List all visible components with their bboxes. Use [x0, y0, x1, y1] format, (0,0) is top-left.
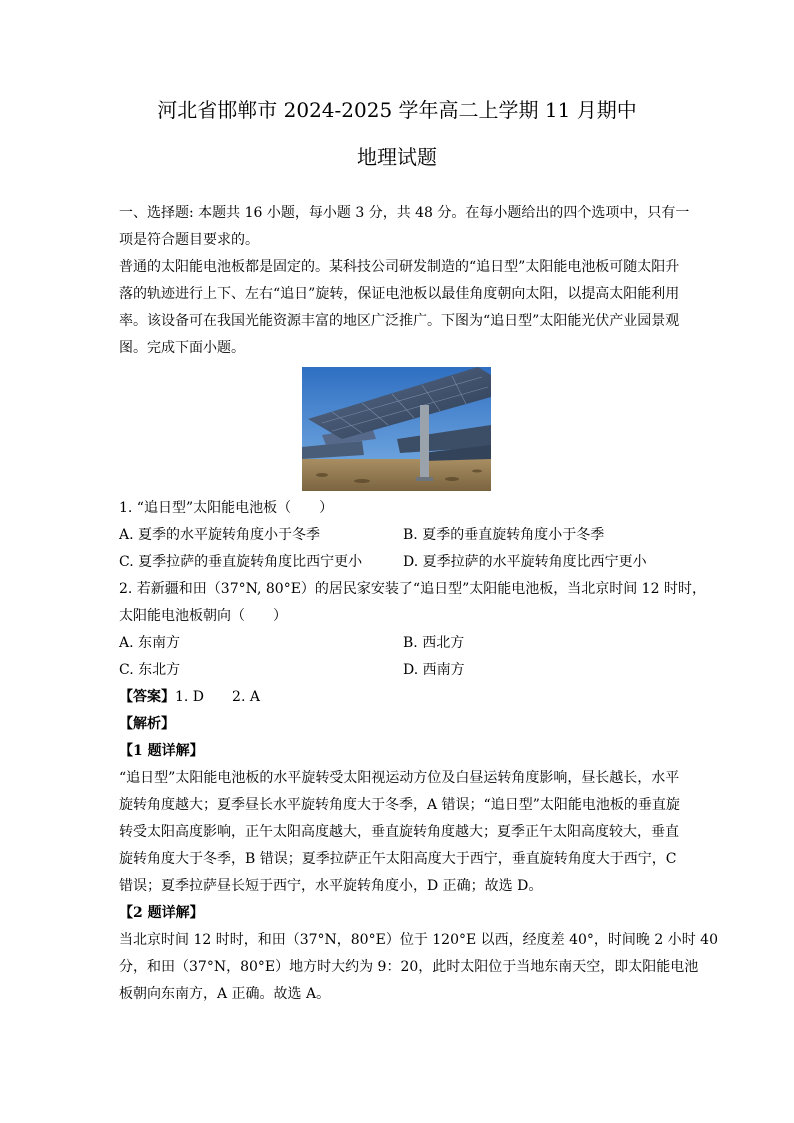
detail-1-line: 错误；夏季拉萨昼长短于西宁，水平旋转角度小，D 正确；故选 D。 — [119, 878, 543, 894]
option-d: D. 西南方 — [403, 662, 465, 678]
document-subtitle: 地理试题 — [357, 145, 437, 169]
answer-analysis-section — [119, 684, 718, 1008]
question-stem: 1. “追日型”太阳能电池板（ ） — [119, 500, 334, 516]
solar-panel-illustration — [302, 367, 491, 491]
solar-tracker-photo — [302, 367, 491, 491]
option-b: B. 西北方 — [403, 635, 465, 651]
intro-line: 项是符合题目要求的。 — [119, 232, 259, 248]
detail-1-line: 旋转角度大于冬季，B 错误；夏季拉萨正午太阳高度大于西宁，垂直旋转角度大于西宁，C — [119, 851, 677, 867]
detail-1-line: “追日型”太阳能电池板的水平旋转受太阳视运动方位及白昼运转角度影响，昼长越长，水平 — [119, 770, 680, 786]
answer-line — [119, 684, 675, 711]
question-1 — [119, 495, 675, 576]
option-c: C. 东北方 — [119, 662, 181, 678]
question-stem: 太阳能电池板朝向（ ） — [119, 608, 287, 624]
detail-1-line: 转受太阳高度影响，正午太阳高度越大，垂直旋转角度越大；夏季正午太阳高度较大，垂直 — [119, 824, 679, 840]
document-title: 河北省邯郸市 2024-2025 学年高二上学期 11 月期中 — [157, 98, 637, 122]
option-c: C. 夏季拉萨的垂直旋转角度比西宁更小 — [119, 554, 363, 570]
detail-2-label: 【2 题详解】 — [119, 905, 204, 921]
detail-1-line: 旋转角度越大；夏季昼长水平旋转角度大于冬季，A 错误；“追日型”太阳能电池板的垂直旋 — [119, 797, 680, 813]
answer-text: 1. D 2. A — [175, 689, 260, 705]
analysis-label: 【解析】 — [119, 716, 175, 732]
question-2 — [119, 576, 706, 684]
intro-line: 图。完成下面小题。 — [119, 340, 245, 356]
intro-section — [119, 200, 690, 362]
option-a: A. 东南方 — [119, 635, 181, 651]
option-d: D. 夏季拉萨的水平旋转角度比西宁更小 — [403, 554, 647, 570]
detail-2-line: 分，和田（37°N，80°E）地方时大约为 9：20，此时太阳位于当地东南天空，即太阳能电池 — [119, 959, 699, 975]
question-stem: 2. 若新疆和田（37°N, 80°E）的居民家安装了“追日型”太阳能电池板，当北京时间 12 时时， — [119, 581, 706, 597]
intro-line: 落的轨迹进行上下、左右“追日”旋转，保证电池板以最佳角度朝向太阳，以提高太阳能利用 — [119, 286, 680, 302]
option-a: A. 夏季的水平旋转角度小于冬季 — [119, 527, 321, 543]
detail-1-label: 【1 题详解】 — [119, 743, 204, 759]
intro-line: 普通的太阳能电池板都是固定的。某科技公司研发制造的“追日型”太阳能电池板可随太阳升 — [119, 259, 680, 275]
answer-label: 【答案】 — [119, 689, 175, 705]
option-b: B. 夏季的垂直旋转角度小于冬季 — [403, 527, 605, 543]
detail-2-line: 板朝向东南方，A 正确。故选 A。 — [119, 986, 331, 1002]
detail-2-line: 当北京时间 12 时时，和田（37°N，80°E）位于 120°E 以西，经度差 40°，时间晚 2 小时 40 — [119, 932, 718, 948]
intro-line: 率。该设备可在我国光能资源丰富的地区广泛推广。下图为“追日型”太阳能光伏产业园景观 — [119, 313, 680, 329]
intro-line: 一、选择题: 本题共 16 小题，每小题 3 分，共 48 分。在每小题给出的四个选项中，只有一 — [119, 205, 690, 221]
